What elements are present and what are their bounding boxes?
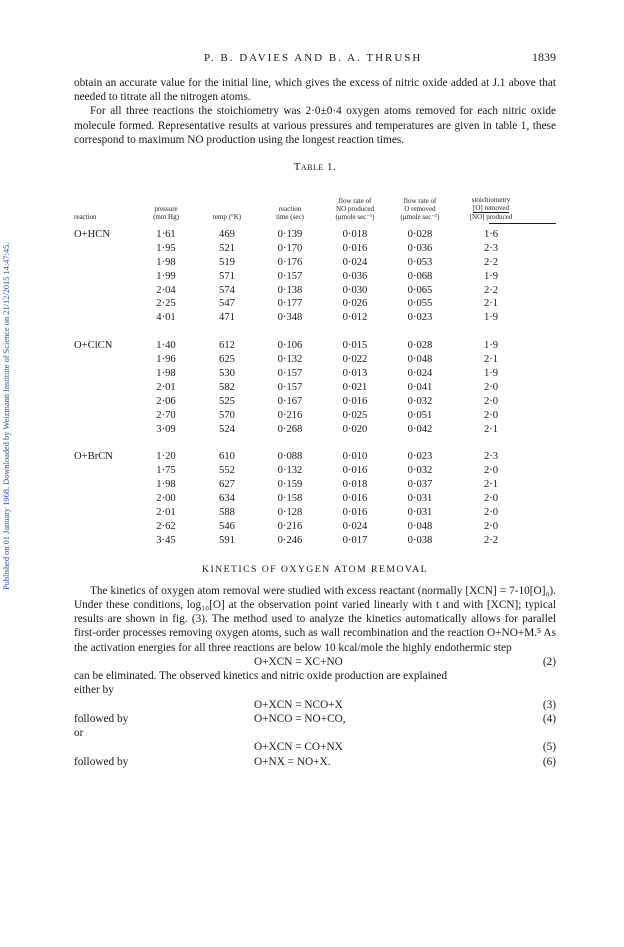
- table-cell: 0·106: [277, 340, 303, 352]
- table-row: [74, 506, 556, 520]
- table-cell: 0·028: [407, 340, 433, 352]
- table-cell: 546: [219, 520, 235, 532]
- table-row: [74, 464, 556, 478]
- table-cell: 0·028: [407, 229, 433, 241]
- table-row: [74, 242, 556, 256]
- table-cell: 0·020: [342, 423, 368, 435]
- table-row: [74, 492, 556, 506]
- table-cell: 2·3: [483, 242, 499, 254]
- cell-reaction: O+HCN: [74, 229, 110, 241]
- equation-6-text: O+NX = NO+X.: [254, 755, 331, 768]
- equation-2: [74, 655, 556, 669]
- table-cell: 2·04: [156, 284, 176, 296]
- equation-2-number: (2): [542, 655, 556, 668]
- table-cell: 0·025: [342, 409, 368, 421]
- table-cell: 0·012: [342, 312, 368, 324]
- table-cell: 0·138: [277, 284, 303, 296]
- table-cell: 0·177: [277, 298, 303, 310]
- table-cell: 2·2: [483, 534, 499, 546]
- table-cell: 0·167: [277, 395, 303, 407]
- or-connector: or: [74, 727, 84, 740]
- table-cell: 0·132: [277, 465, 303, 477]
- equation-3-text: O+XCN = NCO+X: [254, 698, 343, 711]
- table-cell: 3·45: [156, 534, 176, 546]
- table-cell: 0·055: [407, 298, 433, 310]
- table-cell: 2·01: [156, 381, 176, 393]
- table-row: [74, 450, 556, 464]
- table-cell: 0·041: [407, 381, 433, 393]
- table-cell: 3·09: [156, 423, 176, 435]
- equation-2-text: O+XCN = XC+NO: [254, 655, 343, 668]
- col-no-produced: flow rate of NO produced (μmole sec⁻¹): [335, 197, 375, 222]
- equation-4-number: (4): [542, 712, 556, 725]
- table-cell: 1·61: [156, 229, 176, 241]
- cell-reaction: [74, 256, 136, 270]
- after-equation-2: can be eliminated. The observed kinetics and nitric oxide production are explained: [74, 670, 448, 683]
- table-cell: 0·051: [407, 409, 433, 421]
- table-cell: 2·01: [156, 507, 176, 519]
- table-cell: 0·038: [407, 534, 433, 546]
- cell-reaction: [74, 409, 136, 423]
- table-cell: 0·021: [342, 381, 368, 393]
- table-cell: 0·015: [342, 340, 368, 352]
- table-row: [74, 270, 556, 284]
- equation-3-number: (3): [542, 698, 556, 711]
- cell-reaction: [74, 506, 136, 520]
- table-cell: 552: [219, 465, 235, 477]
- table-group: [74, 450, 556, 547]
- table-row: [74, 409, 556, 423]
- table-body: [74, 228, 556, 548]
- table-cell: 525: [219, 395, 235, 407]
- table-cell: 2·1: [483, 479, 499, 491]
- table-cell: 0·036: [407, 242, 433, 254]
- table-cell: 0·216: [277, 520, 303, 532]
- table-cell: 612: [219, 340, 235, 352]
- table-cell: 1·75: [156, 465, 176, 477]
- table-cell: 588: [219, 507, 235, 519]
- journal-page: [74, 50, 556, 769]
- table-cell: 591: [219, 534, 235, 546]
- equation-6-lead: followed by: [74, 755, 129, 768]
- table-cell: 2·00: [156, 493, 176, 505]
- cell-reaction: [74, 311, 136, 325]
- cell-reaction: [74, 353, 136, 367]
- table-cell: 0·023: [407, 451, 433, 463]
- table-cell: 2·1: [483, 423, 499, 435]
- equation-5-text: O+XCN = CO+NX: [254, 741, 343, 754]
- cell-reaction: [74, 534, 136, 548]
- table-cell: 1·98: [156, 368, 176, 380]
- table-cell: 0·042: [407, 423, 433, 435]
- table-cell: 0·268: [277, 423, 303, 435]
- table-cell: 519: [219, 256, 235, 268]
- table-row: [74, 256, 556, 270]
- equation-6-number: (6): [542, 755, 556, 768]
- cell-reaction: [74, 367, 136, 381]
- cell-reaction: [74, 242, 136, 256]
- table-cell: 0·016: [342, 493, 368, 505]
- table-cell: 0·018: [342, 229, 368, 241]
- table-row: [74, 381, 556, 395]
- table-cell: 521: [219, 242, 235, 254]
- equation-5: [74, 740, 556, 754]
- table-cell: 0·068: [407, 270, 433, 282]
- table-cell: 2·0: [483, 381, 499, 393]
- table-cell: 524: [219, 423, 235, 435]
- table-cell: 2·70: [156, 409, 176, 421]
- col-reaction: reaction: [74, 213, 97, 222]
- table-cell: 1·9: [483, 340, 499, 352]
- cell-reaction: O+ClCN: [74, 340, 113, 352]
- table-cell: 0·026: [342, 298, 368, 310]
- table-cell: 0·013: [342, 368, 368, 380]
- cell-reaction: [74, 423, 136, 437]
- table-cell: 0·024: [342, 256, 368, 268]
- col-time: reaction time (sec): [276, 205, 304, 222]
- table-cell: 610: [219, 451, 235, 463]
- table-cell: 2·1: [483, 354, 499, 366]
- table-cell: 0·031: [407, 493, 433, 505]
- table-cell: 1·20: [156, 451, 176, 463]
- table-group: [74, 339, 556, 436]
- table-cell: 0·176: [277, 256, 303, 268]
- table-cell: 530: [219, 368, 235, 380]
- col-stoichiometry: stoichiometry [O] removed [NO] produced: [469, 196, 513, 222]
- table-cell: 570: [219, 409, 235, 421]
- cell-reaction: O+BrCN: [74, 451, 113, 463]
- table-cell: 0·016: [342, 507, 368, 519]
- table-cell: 2·0: [483, 465, 499, 477]
- cell-reaction: [74, 492, 136, 506]
- table-cell: 0·031: [407, 507, 433, 519]
- table-cell: 1·40: [156, 340, 176, 352]
- table-row: [74, 534, 556, 548]
- table-cell: 0·216: [277, 409, 303, 421]
- table-cell: 2·0: [483, 395, 499, 407]
- table-cell: 2·0: [483, 520, 499, 532]
- table-cell: 469: [219, 229, 235, 241]
- kinetics-paragraph: The kinetics of oxygen atom removal were studied with excess reactant (normally [XCN] = 7-10[O]₀). Under these conditions, log₁₀[O] at the observation point varied linearly with t and with [XCN]; typical results are shown in fig. (3). The method used to analyze the kinetics automatically allows for parallel first-order processes removing oxygen atoms, such as wall recombination and the reaction O+NO+M.⁵ As the activation energies for all three reactions are below 10 kcal/mole the highly endothermic step: [74, 584, 556, 654]
- cell-reaction: [74, 464, 136, 478]
- table-cell: 1·99: [156, 270, 176, 282]
- table-row: [74, 339, 556, 353]
- table-title: [74, 161, 556, 177]
- table-cell: 0·158: [277, 493, 303, 505]
- table-cell: 0·032: [407, 465, 433, 477]
- table-cell: 1·9: [483, 312, 499, 324]
- table-cell: 0·246: [277, 534, 303, 546]
- cell-reaction: [74, 478, 136, 492]
- cell-reaction: [74, 284, 136, 298]
- table-cell: 0·348: [277, 312, 303, 324]
- table-row: [74, 367, 556, 381]
- table-cell: 0·032: [407, 395, 433, 407]
- table-cell: 582: [219, 381, 235, 393]
- table-cell: 2·0: [483, 507, 499, 519]
- table-cell: 571: [219, 270, 235, 282]
- intro-paragraph-2: For all three reactions the stoichiometry was 2·0±0·4 oxygen atoms removed for each nitric oxide molecule formed. Representative results at various pressures and temperatures are given in table 1, these correspond to maximum NO production using the longest reaction times.: [74, 105, 556, 146]
- equation-4: [74, 712, 556, 726]
- equation-3: [74, 698, 556, 712]
- table-cell: 1·6: [483, 229, 499, 241]
- col-pressure: pressure (mm Hg): [153, 205, 179, 222]
- table-cell: 2·1: [483, 298, 499, 310]
- cell-reaction: [74, 381, 136, 395]
- table-cell: 0·017: [342, 534, 368, 546]
- table-row: [74, 228, 556, 242]
- table-row: [74, 478, 556, 492]
- table-cell: 2·25: [156, 298, 176, 310]
- table-cell: 0·065: [407, 284, 433, 296]
- table-cell: 1·96: [156, 354, 176, 366]
- table-cell: 0·053: [407, 256, 433, 268]
- table-cell: 1·95: [156, 242, 176, 254]
- table-cell: 0·016: [342, 395, 368, 407]
- table-cell: 1·98: [156, 256, 176, 268]
- table-row: [74, 311, 556, 325]
- table-header: [74, 183, 556, 221]
- table-title-number: 1.: [327, 161, 337, 174]
- table-row: [74, 423, 556, 437]
- table-cell: 0·157: [277, 270, 303, 282]
- table-cell: 0·128: [277, 507, 303, 519]
- running-head-authors: P. B. DAVIES AND B. A. THRUSH: [204, 52, 423, 64]
- table-cell: 2·0: [483, 409, 499, 421]
- table-title-label: Table: [293, 161, 324, 174]
- table-cell: 1·98: [156, 479, 176, 491]
- section-heading: KINETICS OF OXYGEN ATOM REMOVAL: [202, 563, 428, 575]
- download-watermark: [2, 150, 22, 590]
- table-cell: 0·139: [277, 229, 303, 241]
- table-cell: 471: [219, 312, 235, 324]
- table-row: [74, 395, 556, 409]
- table-cell: 0·037: [407, 479, 433, 491]
- table-cell: 0·023: [407, 312, 433, 324]
- table-cell: 4·01: [156, 312, 176, 324]
- table-cell: 0·016: [342, 465, 368, 477]
- table-cell: 0·016: [342, 242, 368, 254]
- table-cell: 2·2: [483, 256, 499, 268]
- table-cell: 2·3: [483, 451, 499, 463]
- table-cell: 1·9: [483, 270, 499, 282]
- table-row: [74, 297, 556, 311]
- table-header-rule: [489, 223, 556, 224]
- table-cell: 0·048: [407, 520, 433, 532]
- col-o-removed: flow rate of O removed (μmole sec⁻¹): [400, 197, 440, 222]
- intro-paragraph-1: obtain an accurate value for the initial line, which gives the excess of nitric oxide added at J.1 above that needed to titrate all the nitrogen atoms.: [74, 77, 556, 104]
- table-group: [74, 228, 556, 325]
- table-cell: 2·06: [156, 395, 176, 407]
- equation-4-text: O+NCO = NO+CO,: [254, 712, 346, 725]
- table-cell: 0·132: [277, 354, 303, 366]
- table-row: [74, 284, 556, 298]
- table-cell: 625: [219, 354, 235, 366]
- table-cell: 627: [219, 479, 235, 491]
- download-watermark-text: Published on 01 January 1968. Downloaded by Weizmann Institute of Science on 21/12/2015 14:47:45.: [2, 242, 11, 590]
- equation-6: [74, 755, 556, 769]
- equation-5-number: (5): [542, 741, 556, 754]
- table-cell: 0·170: [277, 242, 303, 254]
- table-cell: 574: [219, 284, 235, 296]
- col-temp: temp (°K): [212, 213, 242, 222]
- cell-reaction: [74, 297, 136, 311]
- table-cell: 0·024: [407, 368, 433, 380]
- page-header: [74, 50, 556, 76]
- table-cell: 634: [219, 493, 235, 505]
- table-cell: 0·030: [342, 284, 368, 296]
- table-cell: 2·62: [156, 520, 176, 532]
- table-cell: 0·022: [342, 354, 368, 366]
- table-row: [74, 353, 556, 367]
- table-cell: 0·048: [407, 354, 433, 366]
- table-cell: 0·018: [342, 479, 368, 491]
- table-cell: 2·2: [483, 284, 499, 296]
- table-cell: 0·036: [342, 270, 368, 282]
- table-cell: 2·0: [483, 493, 499, 505]
- table-cell: 1·9: [483, 368, 499, 380]
- cell-reaction: [74, 520, 136, 534]
- page-number: 1839: [532, 50, 556, 64]
- table-cell: 0·157: [277, 381, 303, 393]
- table-cell: 0·157: [277, 368, 303, 380]
- either-by: either by: [74, 684, 114, 697]
- table-cell: 0·088: [277, 451, 303, 463]
- cell-reaction: [74, 395, 136, 409]
- table-cell: 547: [219, 298, 235, 310]
- table-row: [74, 520, 556, 534]
- table-cell: 0·159: [277, 479, 303, 491]
- equation-4-lead: followed by: [74, 712, 129, 725]
- table-cell: 0·010: [342, 451, 368, 463]
- cell-reaction: [74, 270, 136, 284]
- table-cell: 0·024: [342, 520, 368, 532]
